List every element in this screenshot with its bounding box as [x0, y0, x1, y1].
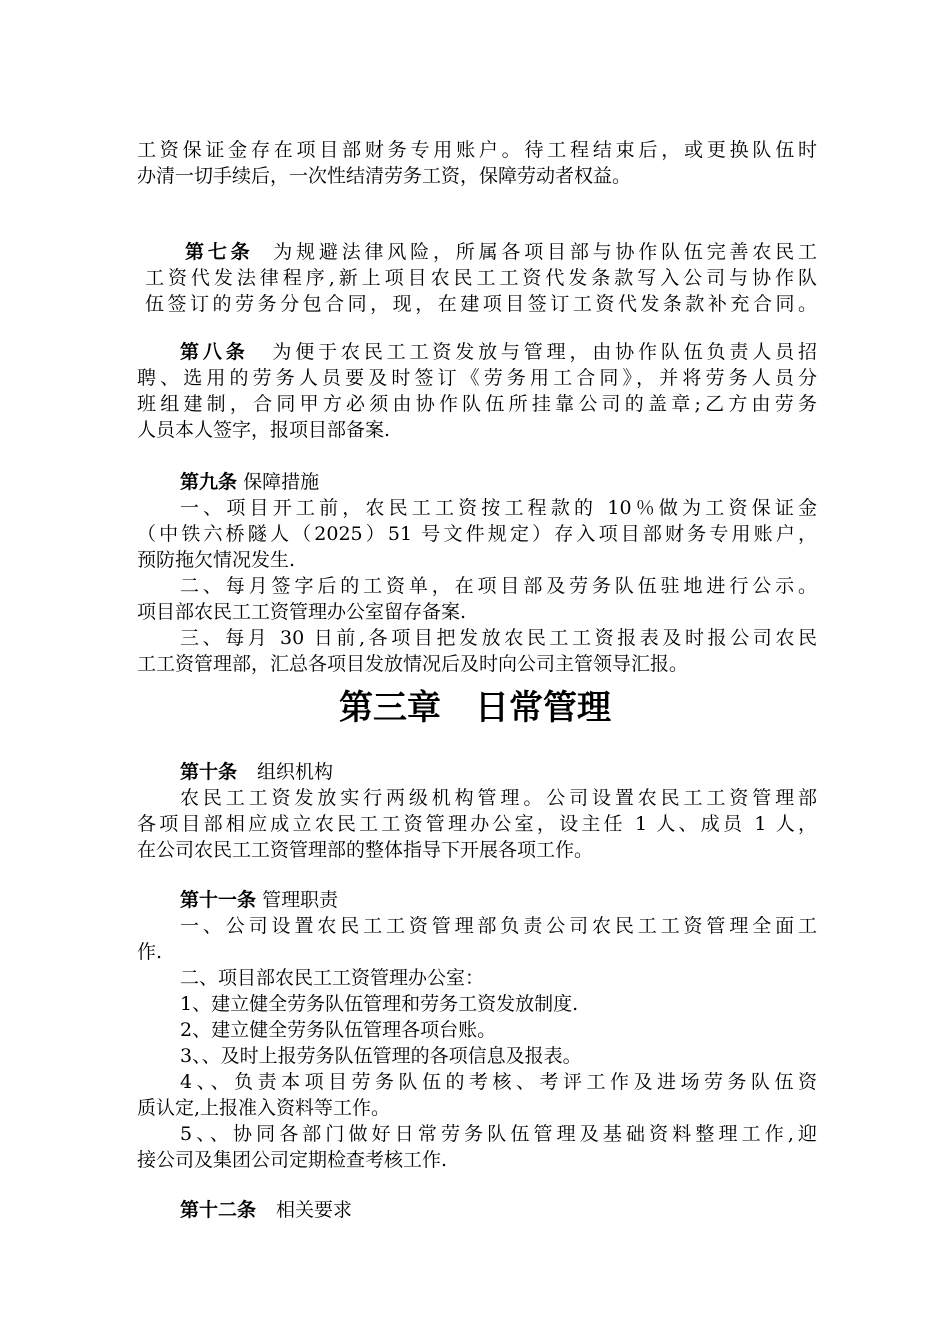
- article-11-title: 管理职责: [262, 889, 339, 911]
- article-11-heading: 第十一条: [180, 889, 257, 911]
- article-9-line: 一、项目开工前，农民工工资按工程款的 10％做为工资保证金: [180, 497, 817, 519]
- article-12-heading: 第十二条: [180, 1199, 257, 1221]
- article-9-heading: 第九条: [180, 471, 238, 493]
- article-11-line: 质认定,上报准入资料等工作。: [137, 1097, 391, 1119]
- article-11-line: 3、、及时上报劳务队伍管理的各项信息及报表。: [180, 1045, 582, 1067]
- article-9-heading-line: [180, 469, 817, 495]
- article-10-line: 在公司农民工工资管理部的整体指导下开展各项工作。: [137, 839, 594, 861]
- article-10-heading-line: [180, 759, 817, 785]
- article-11-line: 5、、协同各部门做好日常劳务队伍管理及基础资料整理工作,迎: [180, 1123, 817, 1145]
- article-9-title: 保障措施: [243, 471, 320, 493]
- article-7-line: 伍签订的劳务分包合同，现，在建项目签订工资代发条款补充合同。: [145, 293, 817, 315]
- article-9-line: （中铁六桥隧人（2025）51 号文件规定）存入项目部财务专用账户，: [137, 523, 817, 545]
- article-7-heading: 第七条: [185, 241, 254, 263]
- article-10-line: 各项目部相应成立农民工工资管理办公室，设主任 1 人、成员 1 人，: [137, 813, 817, 835]
- article-8-line: 班组建制，合同甲方必须由协作队伍所挂靠公司的盖章;乙方由劳务: [137, 393, 817, 415]
- article-8-line: [180, 339, 817, 365]
- article-11-line: 2、建立健全劳务队伍管理各项台账。: [180, 1019, 497, 1041]
- article-9-line: 预防拖欠情况发生.: [137, 549, 296, 571]
- article-8-line: 人员本人签字，报项目部备案.: [137, 419, 391, 441]
- article-11-line: 二、项目部农民工工资管理办公室：: [180, 967, 485, 989]
- chapter-title: 第三章 日常管理: [339, 688, 611, 728]
- article-12-title: 相关要求: [276, 1199, 353, 1221]
- article-10-heading: 第十条: [180, 761, 238, 783]
- article-9-line: 三、每月 30 日前,各项目把发放农民工工资报表及时报公司农民: [180, 627, 817, 649]
- paragraph-line: 工资保证金存在项目部财务专用账户。待工程结束后，或更换队伍时: [137, 139, 817, 161]
- article-9-line: 项目部农民工工资管理办公室留存备案.: [137, 601, 467, 623]
- article-11-line: 一、公司设置农民工工资管理部负责公司农民工工资管理全面工: [180, 915, 817, 937]
- article-7-line: [185, 239, 817, 265]
- article-8-heading: 第八条: [180, 341, 249, 363]
- article-11-line: 接公司及集团公司定期检查考核工作.: [137, 1149, 448, 1171]
- paragraph-line: 办清一切手续后，一次性结清劳务工资，保障劳动者权益。: [137, 165, 632, 187]
- article-10-line: 农民工工资发放实行两级机构管理。公司设置农民工工资管理部: [180, 787, 817, 809]
- article-9-line: 工工资管理部，汇总各项目发放情况后及时向公司主管领导汇报。: [137, 653, 689, 675]
- article-11-line: 4、、负责本项目劳务队伍的考核、考评工作及进场劳务队伍资: [180, 1071, 817, 1093]
- article-11-heading-line: [180, 887, 817, 913]
- article-11-line: 作.: [137, 941, 163, 963]
- article-7-text: 为规避法律风险，所属各项目部与协作队伍完善农民工: [269, 241, 817, 263]
- article-8-text: 为便于农民工工资发放与管理，由协作队伍负责人员招: [268, 341, 817, 363]
- article-11-line: 1、建立健全劳务队伍管理和劳务工资发放制度.: [180, 993, 579, 1015]
- article-8-line: 聘、选用的劳务人员要及时签订《劳务用工合同》，并将劳务人员分: [137, 367, 817, 389]
- article-9-line: 二、每月签字后的工资单，在项目部及劳务队伍驻地进行公示。: [180, 575, 817, 597]
- article-10-title: 组织机构: [257, 761, 334, 783]
- article-12-heading-line: [180, 1197, 817, 1223]
- article-7-line: 工资代发法律程序,新上项目农民工工资代发条款写入公司与协作队: [145, 267, 817, 289]
